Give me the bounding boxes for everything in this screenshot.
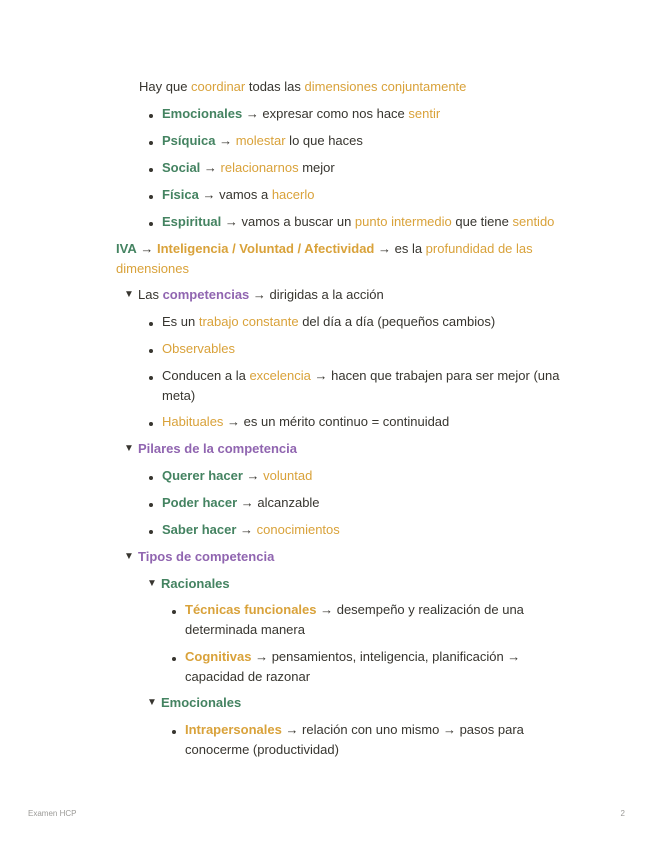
bullet bbox=[149, 422, 153, 426]
highlight-term: Inteligencia / Voluntad / Afectividad bbox=[156, 241, 375, 256]
toggle-triangle-icon[interactable]: ▼ bbox=[124, 551, 134, 562]
highlight: trabajo constante bbox=[198, 314, 299, 329]
text: → expresar como nos hace bbox=[242, 106, 409, 121]
list-item bbox=[162, 466, 312, 486]
term: Social bbox=[162, 160, 201, 175]
highlight: sentido bbox=[512, 214, 555, 229]
list-item bbox=[162, 520, 340, 540]
highlight: voluntad bbox=[263, 468, 313, 483]
list-item bbox=[185, 647, 560, 687]
list-item bbox=[162, 412, 449, 432]
toggle-triangle-icon[interactable]: ▼ bbox=[124, 289, 134, 300]
toggle-heading: Pilares de la competencia bbox=[138, 441, 297, 456]
list-item bbox=[162, 185, 314, 205]
text: Las bbox=[138, 287, 163, 302]
toggle-heading: Tipos de competencia bbox=[138, 549, 275, 564]
list-item bbox=[162, 312, 495, 332]
highlight-term: Cognitivas bbox=[185, 649, 252, 664]
iva-paragraph bbox=[116, 239, 566, 279]
intro-highlight: coordinar bbox=[191, 79, 246, 94]
term: Querer hacer bbox=[162, 468, 243, 483]
bullet bbox=[149, 141, 153, 145]
list-item bbox=[185, 600, 560, 640]
list-item bbox=[185, 720, 560, 760]
text: → bbox=[136, 241, 157, 256]
highlight: sentir bbox=[408, 106, 441, 121]
highlight: excelencia bbox=[249, 368, 311, 383]
highlight-term: Intrapersonales bbox=[185, 722, 282, 737]
text: del día a día (pequeños cambios) bbox=[298, 314, 496, 329]
text: → pensamientos, inteligencia, planificación → capacidad de razonar bbox=[185, 649, 521, 684]
intro-line bbox=[139, 77, 466, 97]
intro-highlight: dimensiones conjuntamente bbox=[304, 79, 467, 94]
text: que tiene bbox=[451, 214, 513, 229]
text: → es un mérito continuo = continuidad bbox=[223, 414, 450, 429]
toggle-triangle-icon[interactable]: ▼ bbox=[124, 443, 134, 454]
bullet bbox=[149, 114, 153, 118]
term: Espiritual bbox=[162, 214, 222, 229]
bullet bbox=[149, 222, 153, 226]
text: → hacen que trabajen para ser mejor (una meta) bbox=[162, 368, 560, 403]
highlight: molestar bbox=[235, 133, 286, 148]
toggle-heading bbox=[138, 285, 384, 305]
toggle-triangle-icon[interactable]: ▼ bbox=[147, 578, 157, 589]
bullet bbox=[149, 476, 153, 480]
bullet bbox=[149, 168, 153, 172]
highlight: conocimientos bbox=[256, 522, 340, 537]
text: → bbox=[200, 160, 221, 175]
highlight: hacerlo bbox=[271, 187, 315, 202]
list-item bbox=[162, 366, 587, 406]
term: Física bbox=[162, 187, 199, 202]
footer-title: Examen HCP bbox=[28, 809, 77, 818]
list-item bbox=[162, 493, 320, 513]
toggle-heading: Emocionales bbox=[161, 695, 242, 710]
list-item bbox=[162, 104, 440, 124]
list-item bbox=[162, 212, 554, 232]
intro-text: Hay que bbox=[139, 79, 192, 94]
text: → vamos a bbox=[198, 187, 272, 202]
term: Psíquica bbox=[162, 133, 216, 148]
text: → es la bbox=[374, 241, 426, 256]
text: → vamos a buscar un bbox=[221, 214, 355, 229]
toggle-triangle-icon[interactable]: ▼ bbox=[147, 697, 157, 708]
highlight-term: Técnicas funcionales bbox=[185, 602, 317, 617]
intro-text: todas las bbox=[245, 79, 305, 94]
list-item bbox=[162, 158, 335, 178]
highlight: profundidad de las dimensiones bbox=[116, 241, 533, 276]
list-item bbox=[162, 131, 363, 151]
toggle-heading: Racionales bbox=[161, 576, 230, 591]
bullet bbox=[149, 349, 153, 353]
bullet bbox=[149, 376, 153, 380]
term: Poder hacer bbox=[162, 495, 238, 510]
bullet bbox=[149, 322, 153, 326]
term: competencias bbox=[162, 287, 250, 302]
text: → bbox=[242, 468, 264, 483]
text: → bbox=[236, 522, 257, 537]
text: lo que haces bbox=[285, 133, 363, 148]
list-item bbox=[162, 339, 235, 359]
term: IVA bbox=[116, 241, 137, 256]
text: Es un bbox=[162, 314, 199, 329]
text: mejor bbox=[298, 160, 335, 175]
bullet bbox=[172, 610, 176, 614]
text: Conducen a la bbox=[162, 368, 250, 383]
term: Emocionales bbox=[162, 106, 243, 121]
term: Saber hacer bbox=[162, 522, 237, 537]
highlight: Habituales bbox=[162, 414, 224, 429]
bullet bbox=[149, 503, 153, 507]
highlight: punto intermedio bbox=[354, 214, 452, 229]
text: → relación con uno mismo → pasos para conocerme (productividad) bbox=[185, 722, 524, 757]
bullet bbox=[149, 530, 153, 534]
bullet bbox=[172, 657, 176, 661]
highlight: Observables bbox=[162, 341, 235, 356]
bullet bbox=[149, 195, 153, 199]
text: → dirigidas a la acción bbox=[249, 287, 384, 302]
text: → bbox=[215, 133, 236, 148]
highlight: relacionarnos bbox=[220, 160, 299, 175]
bullet bbox=[172, 730, 176, 734]
text: → desempeño y realización de una determinada manera bbox=[185, 602, 524, 637]
page-number: 2 bbox=[620, 809, 625, 818]
text: → alcanzable bbox=[237, 495, 320, 510]
